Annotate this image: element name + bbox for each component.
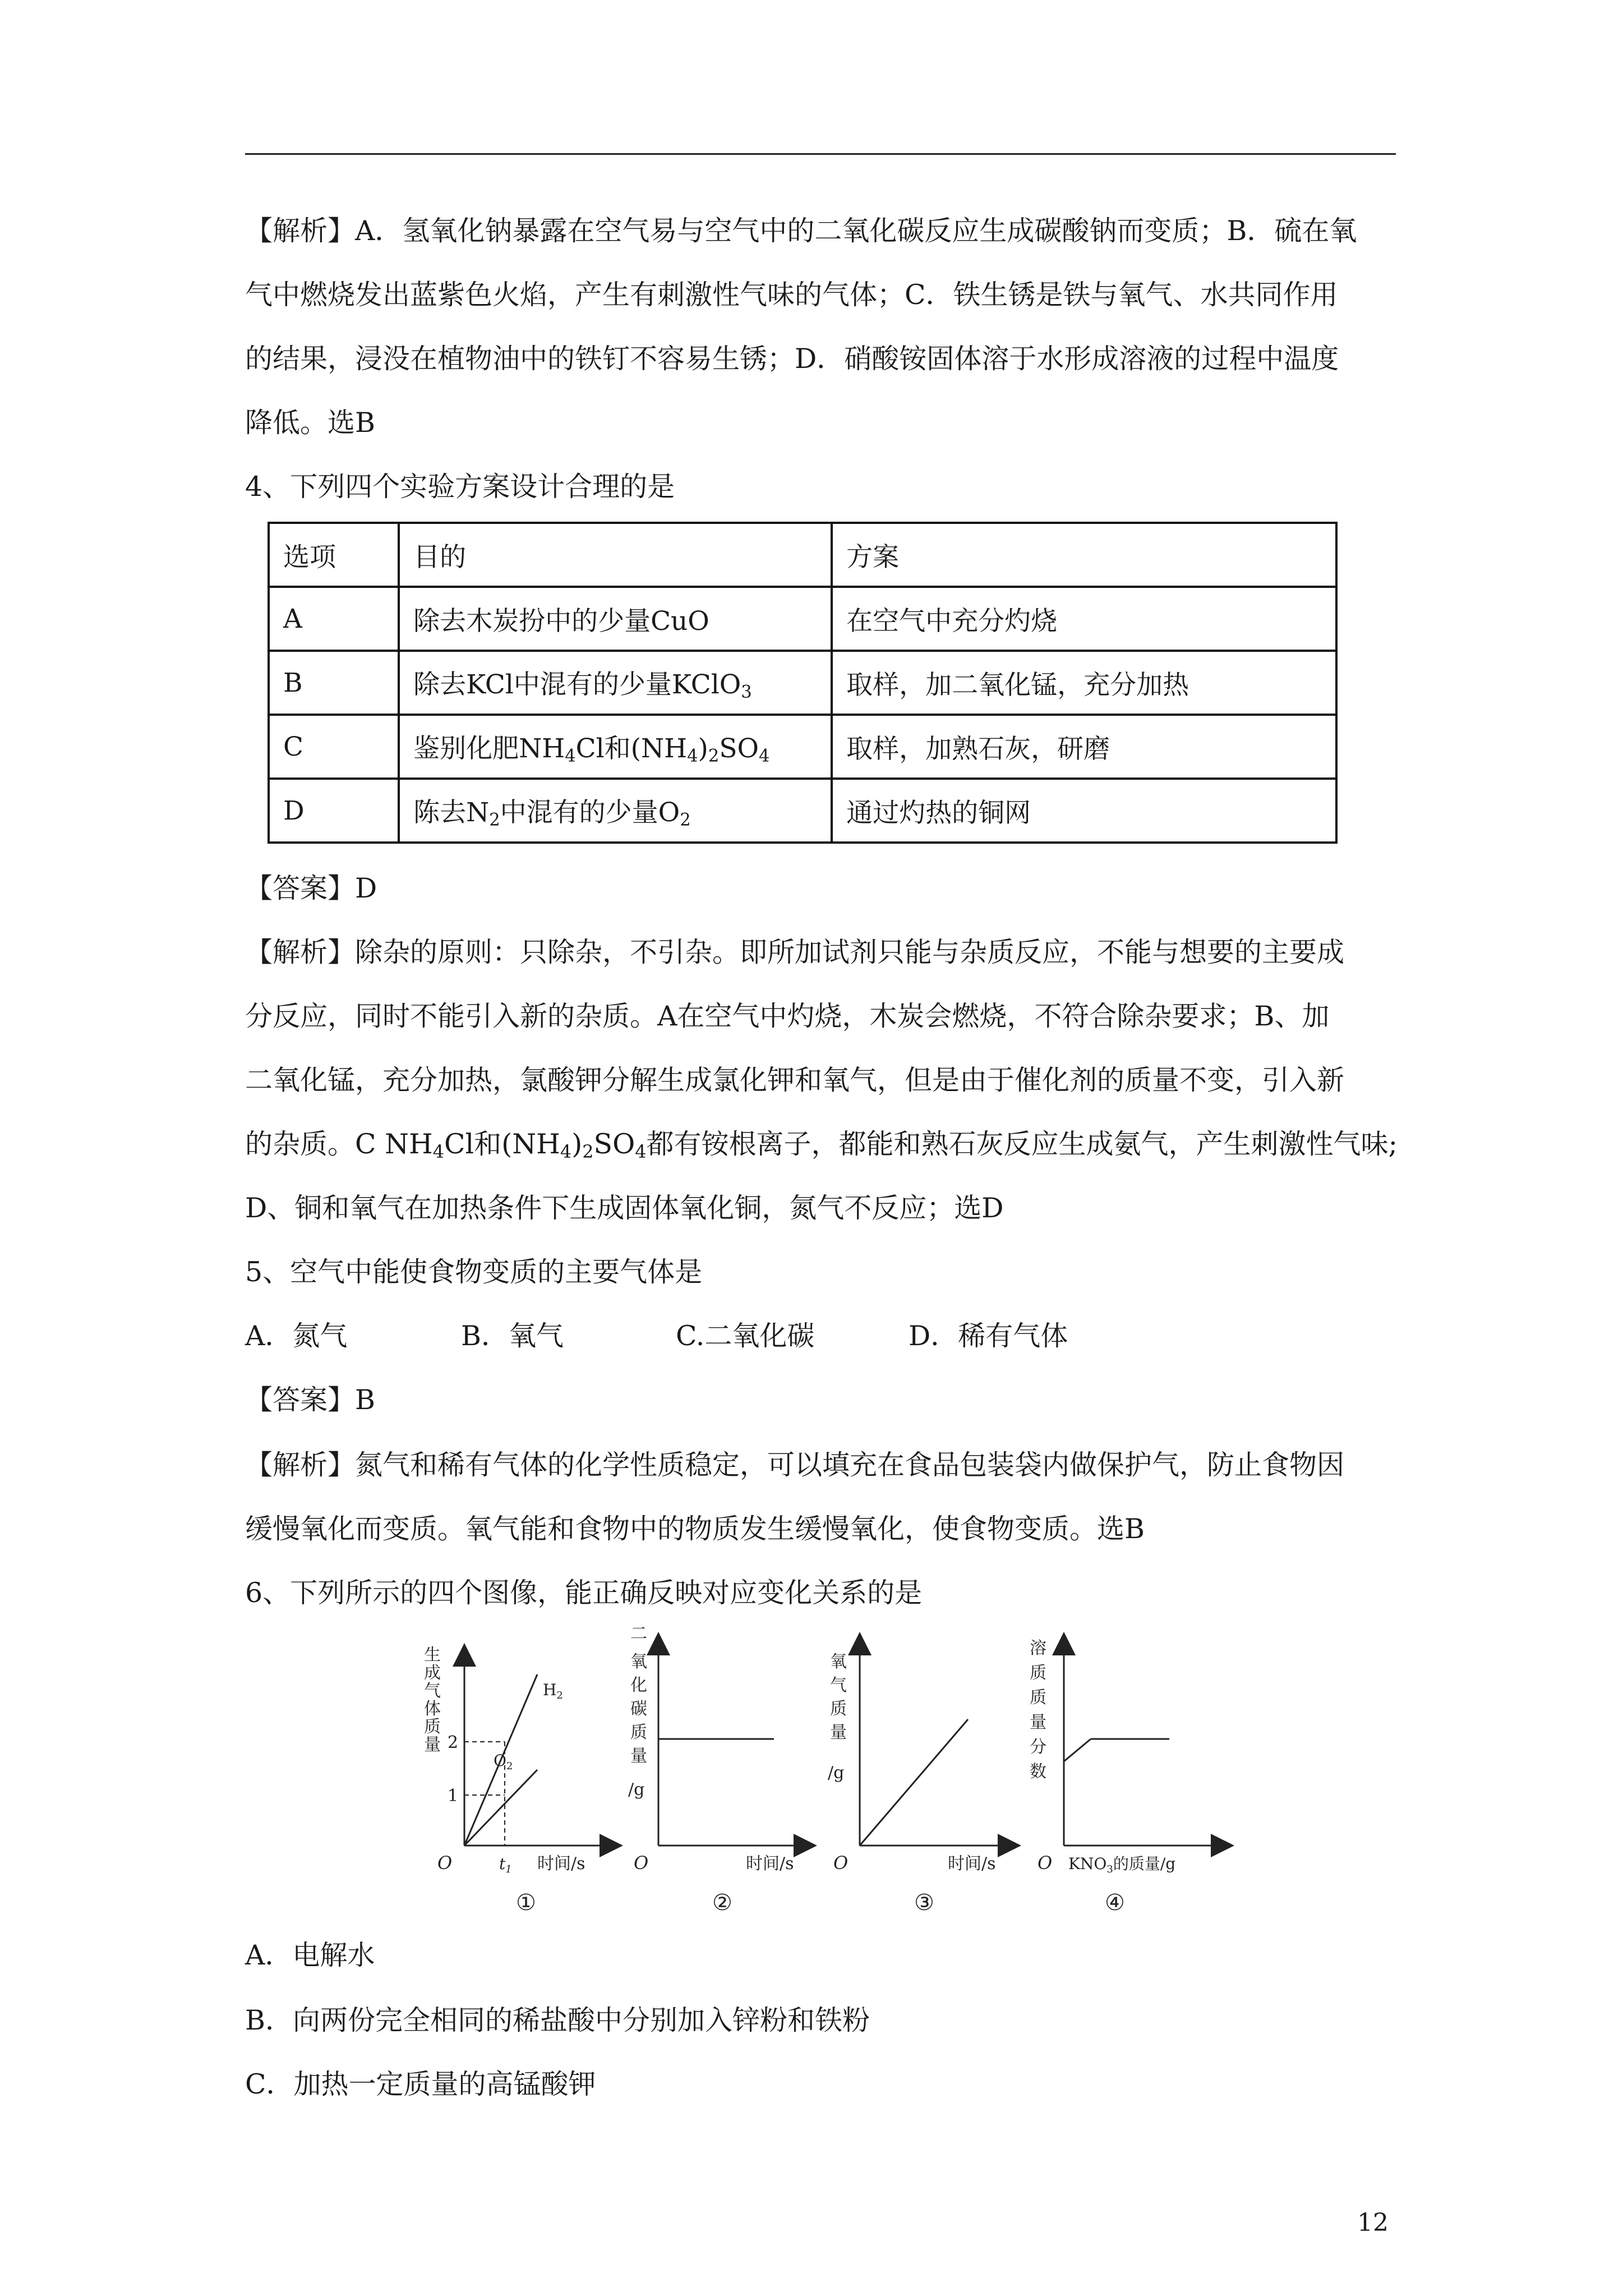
graph-2-number: ② [712,1890,732,1916]
graph-1-o2-label: $O_2$ [494,1751,513,1772]
graph-4-ylabel [1030,1639,1046,1782]
table-header-cell: 目的 [399,523,832,587]
graph-3-xlabel: 时间/s [948,1854,996,1874]
svg-text:量: 量 [424,1735,441,1755]
graph-1-tick-1: 1 [448,1786,459,1806]
q3-analysis-line-3: 的结果，浸没在植物油中的铁钉不容易生锈；D．硝酸铵固体溶于水形成溶液的过程中温度 [245,343,1339,375]
page-number: 12 [1357,2208,1389,2237]
q6-graphs-figure [387,1627,1239,1930]
table-cell-option: A [269,587,399,651]
svg-text:分: 分 [1030,1737,1046,1757]
table-cell-option: D [269,779,399,843]
svg-text:体: 体 [424,1699,441,1719]
q5-option-b: B．氧气 [461,1320,564,1352]
graph-1-t1: $t_1$ [499,1855,512,1875]
table-cell-purpose: 除去木炭扮中的少量CuO [399,587,832,651]
q6-question: 6、下列所示的四个图像，能正确反映对应变化关系的是 [245,1577,923,1609]
svg-text:质: 质 [1030,1688,1046,1708]
table-cell-purpose: 除去KCl中混有的少量KClO$_3$ [399,651,832,715]
svg-text:量: 量 [830,1723,847,1742]
q6-option-a: A．电解水 [245,1939,375,1971]
graph-3 [828,1644,1009,1916]
svg-text:质: 质 [1030,1663,1046,1683]
svg-text:气: 气 [424,1681,441,1701]
table-row [269,779,1336,843]
graph-3-origin: O [833,1852,849,1874]
q5-answer: 【答案】B [245,1384,376,1416]
q4-analysis-line-2: 分反应，同时不能引入新的杂质。A在空气中灼烧，木炭会燃烧，不符合除杂要求；B、加 [245,1000,1330,1032]
svg-text:量: 量 [1030,1713,1046,1732]
svg-text:氧: 氧 [630,1652,647,1672]
svg-text:碳: 碳 [630,1699,647,1719]
table-row [269,651,1336,715]
svg-text:成: 成 [424,1663,441,1683]
svg-text:数: 数 [1030,1762,1046,1782]
svg-text:质: 质 [424,1717,441,1737]
svg-text:气: 气 [830,1676,847,1695]
q4-table [268,522,1338,844]
graph-4-xlabel: $KNO_3$的质量/g [1068,1855,1176,1875]
svg-text:量: 量 [630,1746,647,1766]
table-cell-option: B [269,651,399,715]
q4-analysis-line-4: 的杂质。C $NH_4Cl$和$(NH_4)_2SO_4$都有铵根离子，都能和熟石灰反应生成氨气，产生刺激性气味; [245,1128,1398,1162]
graph-1-h2-label: $H_2$ [543,1681,563,1701]
q5-option-c: C.二氧化碳 [676,1320,815,1352]
q4-analysis-line-5: D、铜和氧气在加热条件下生成固体氧化铜，氮气不反应；选D [245,1192,1004,1224]
q4-analysis-line-1: 【解析】除杂的原则：只除杂，不引杂。即所加试剂只能与杂质反应，不能与想要的主要成 [245,936,1345,968]
svg-text:溶: 溶 [1030,1639,1046,1658]
table-row [269,715,1336,779]
graph-1-ylabel [424,1645,441,1755]
table-cell-plan: 取样，加二氧化锰，充分加热 [832,651,1336,715]
q3-analysis-line-1: 【解析】A．氢氧化钠暴露在空气易与空气中的二氧化碳反应生成碳酸钠而变质；B．硫在氧 [245,215,1357,247]
q5-option-a: A．氮气 [245,1320,348,1352]
table-row [269,587,1336,651]
svg-text:质: 质 [830,1699,847,1719]
q5-option-d: D．稀有气体 [909,1320,1068,1352]
graph-1-tick-2: 2 [448,1733,459,1752]
svg-text:质: 质 [630,1723,647,1742]
graph-1 [424,1645,611,1916]
header-rule [245,153,1396,155]
table-cell-plan: 在空气中充分灼烧 [832,587,1336,651]
svg-text:/g: /g [828,1763,845,1783]
graph-4 [1030,1639,1223,1916]
svg-text:化: 化 [630,1676,647,1695]
graph-1-number: ① [516,1890,536,1916]
graph-1-xlabel: 时间/s [537,1854,585,1874]
table-header-cell: 选项 [269,523,399,587]
svg-text:二: 二 [630,1627,647,1644]
q4-analysis-line-3: 二氧化锰，充分加热，氯酸钾分解生成氯化钾和氧气，但是由于催化剂的质量不变，引入新 [245,1064,1345,1096]
graph-4-origin: O [1038,1852,1053,1874]
graph-1-origin: O [437,1852,453,1874]
q3-analysis-line-4: 降低。选B [245,407,376,439]
table-cell-plan: 取样，加熟石灰，研磨 [832,715,1336,779]
q5-analysis-line-1: 【解析】氮气和稀有气体的化学性质稳定，可以填充在食品包装袋内做保护气，防止食物因 [245,1449,1345,1481]
svg-text:生: 生 [424,1645,441,1665]
table-header-cell: 方案 [832,523,1336,587]
graph-2-origin: O [634,1852,649,1874]
q6-option-b: B．向两份完全相同的稀盐酸中分别加入锌粉和铁粉 [245,2004,870,2036]
q4-question: 4、下列四个实验方案设计合理的是 [245,471,675,503]
table-cell-plan: 通过灼热的铜网 [832,779,1336,843]
graph-4-number: ④ [1105,1890,1125,1916]
svg-text:氧: 氧 [830,1652,847,1672]
table-header-row [269,523,1336,587]
graph-2-xlabel: 时间/s [746,1854,794,1874]
table-cell-purpose: 陈去$N_2$中混有的少量$O_2$ [399,779,832,843]
q5-analysis-line-2: 缓慢氧化而变质。氧气能和食物中的物质发生缓慢氧化，使食物变质。选B [245,1513,1145,1545]
table-cell-purpose: 鉴别化肥$NH_4Cl$和$(NH_4)_2SO_4$ [399,715,832,779]
q5-question: 5、空气中能使食物变质的主要气体是 [245,1256,703,1288]
graph-3-number: ③ [914,1890,934,1916]
q4-answer: 【答案】D [245,872,377,904]
graph-2 [628,1627,805,1916]
q3-analysis-line-2: 气中燃烧发出蓝紫色火焰，产生有刺激性气味的气体；C．铁生锈是铁与氧气、水共同作用 [245,279,1338,311]
table-cell-option: C [269,715,399,779]
graph-2-ylabel [628,1627,647,1800]
q6-option-c: C．加热一定质量的高锰酸钾 [245,2068,596,2100]
graph-3-ylabel [828,1652,847,1783]
svg-text:/g: /g [628,1780,645,1800]
